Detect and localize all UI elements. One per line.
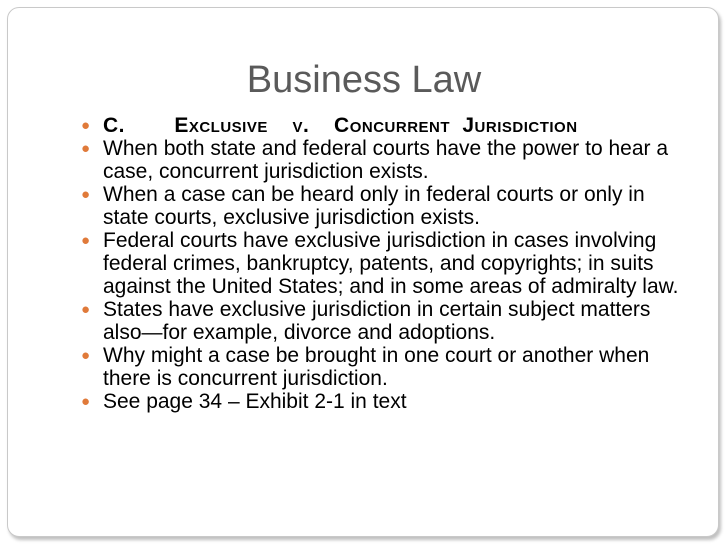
bullet-dot-icon: ● <box>81 232 91 249</box>
bullet-list <box>81 114 691 413</box>
bullet-text: Why might a case be brought in one court or another when there is concurrent jurisdiction. <box>103 344 650 390</box>
bullet-item <box>81 183 691 229</box>
bullet-item <box>81 137 691 183</box>
bullet-item <box>81 390 691 413</box>
section-heading: C. Exclusive v. Concurrent Jurisdiction <box>103 114 578 137</box>
bullet-dot-icon: ● <box>81 117 91 134</box>
bullet-dot-icon: ● <box>81 140 91 157</box>
bullet-item <box>81 229 691 298</box>
bullet-dot-icon: ● <box>81 301 91 318</box>
bullet-item <box>81 298 691 344</box>
bullet-dot-icon: ● <box>81 393 91 410</box>
bullet-item-heading <box>81 114 691 137</box>
bullet-dot-icon: ● <box>81 186 91 203</box>
bullet-text: When both state and federal courts have the power to hear a case, concurrent jurisdiction exists. <box>103 137 669 183</box>
slide-title: Business Law <box>246 59 482 101</box>
bullet-text: States have exclusive jurisdiction in certain subject matters also—for example, divorce and adoptions. <box>103 298 651 344</box>
bullet-text: Federal courts have exclusive jurisdiction in cases involving federal crimes, bankruptcy, patents, and copyrights; in suits against the United States; and in some areas of admiralty law. <box>103 229 679 298</box>
bullet-text: When a case can be heard only in federal courts or only in state courts, exclusive jurisdiction exists. <box>103 183 645 229</box>
bullet-item <box>81 344 691 390</box>
bullet-text: See page 34 – Exhibit 2-1 in text <box>103 390 407 413</box>
bullet-dot-icon: ● <box>81 347 91 364</box>
